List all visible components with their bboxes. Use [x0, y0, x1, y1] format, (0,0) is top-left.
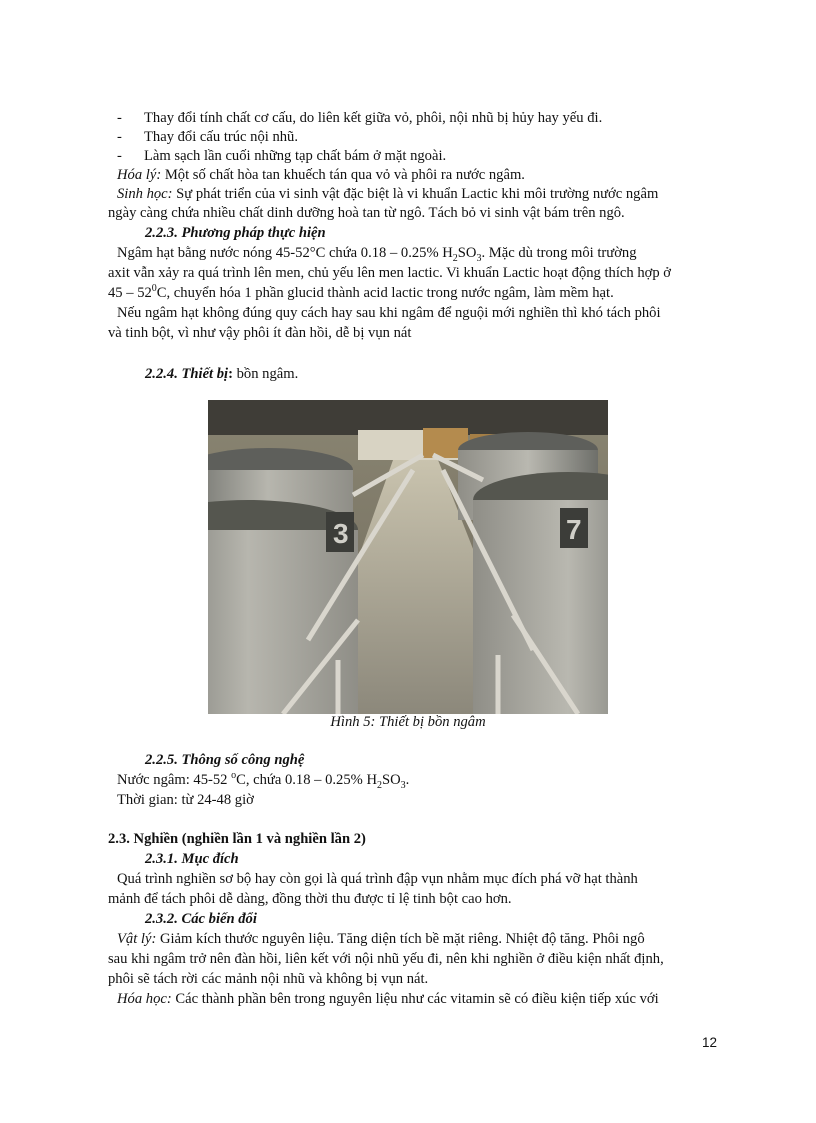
hoa-ly-paragraph	[117, 166, 525, 184]
subscript: 2	[376, 779, 382, 791]
bullet-item: Làm sạch lần cuối những tạp chất bám ở mặt ngoài.	[144, 148, 447, 164]
subscript: 3	[476, 252, 482, 264]
text-run: C, chuyển hóa 1 phần glucid thành acid lactic trong nước ngâm, làm mềm hạt.	[156, 285, 614, 301]
paragraph-line: Quá trình nghiền sơ bộ hay còn gọi là quá trình đập vụn nhằm mục đích phá vỡ hạt thành	[117, 871, 638, 887]
paragraph-line	[108, 284, 614, 302]
soaking-tank-photo	[208, 400, 608, 714]
superscript: 0	[151, 283, 157, 295]
bullet-marker: -	[117, 129, 122, 145]
text-run: SO	[381, 772, 401, 788]
sinh-hoc-paragraph	[117, 185, 658, 203]
text-run: SO	[457, 245, 477, 261]
heading-text: 2.2.4. Thiết bị	[145, 366, 229, 382]
paragraph-line: sau khi ngâm trở nên đàn hồi, liên kết với nội nhũ yếu đi, nên khi nghiền ở điều kiện nhất định,	[108, 951, 664, 967]
text-run: Giảm kích thước nguyên liệu. Tăng diện tích bề mặt riêng. Nhiệt độ tăng. Phôi ngô	[156, 931, 645, 947]
hoa-ly-text: Một số chất hòa tan khuếch tán qua vỏ và phôi ra nước ngâm.	[161, 167, 525, 183]
superscript: o	[231, 770, 237, 782]
paragraph-line: phôi sẽ tách rời các mảnh nội nhũ và không bị vụn nát.	[108, 971, 429, 987]
sinh-hoc-text-cont: ngày càng chứa nhiều chất dinh dưỡng hoà tan từ ngô. Tách bỏ vi sinh vật bám trên ngô.	[108, 205, 625, 221]
heading-2-2-5: 2.2.5. Thông số công nghệ	[145, 752, 305, 768]
text-run: C, chứa 0.18 – 0.25% H	[236, 772, 377, 788]
bullet-marker: -	[117, 110, 122, 126]
tank-number-label: 3	[333, 518, 349, 549]
heading-colon: :	[228, 366, 233, 382]
heading-2-2-3: 2.2.3. Phương pháp thực hiện	[145, 225, 326, 241]
paragraph-line: axit vẫn xảy ra quá trình lên men, chủ yếu lên men lactic. Vi khuẩn Lactic hoạt động thích hợp ở	[108, 265, 672, 281]
hoa-hoc-paragraph	[117, 990, 659, 1008]
heading-2-3-2: 2.3.2. Các biến đổi	[145, 911, 257, 927]
sinh-hoc-text: Sự phát triển của vi sinh vật đặc biệt là vi khuẩn Lactic khi môi trường nước ngâm	[172, 186, 659, 202]
subscript: 3	[400, 779, 406, 791]
paragraph-line: Nếu ngâm hạt không đúng quy cách hay sau khi ngâm để nguội mới nghiền thì khó tách phôi	[117, 305, 661, 321]
page-number: 12	[702, 1035, 718, 1050]
soaking-tank-illustration	[208, 400, 608, 714]
tank-number-label: 7	[566, 514, 582, 545]
bullet-item: Thay đổi cấu trúc nội nhũ.	[144, 129, 299, 145]
sinh-hoc-label: Sinh học:	[117, 186, 173, 202]
heading-2-3-1: 2.3.1. Mục đích	[145, 851, 239, 867]
subscript: 2	[452, 252, 458, 264]
heading-2-3: 2.3. Nghiền (nghiền lần 1 và nghiền lần 2)	[108, 831, 366, 847]
heading-trailing-text: bồn ngâm.	[232, 366, 299, 382]
paragraph-line: Thời gian: từ 24-48 giờ	[117, 792, 254, 808]
vat-ly-paragraph	[117, 930, 645, 948]
text-run: Các thành phần bên trong nguyên liệu như các vitamin sẽ có điều kiện tiếp xúc với	[171, 991, 659, 1007]
bullet-marker: -	[117, 148, 122, 164]
paragraph-line: và tinh bột, vì như vậy phôi ít đàn hồi, dễ bị vụn nát	[108, 325, 412, 341]
vat-ly-label: Vật lý:	[117, 931, 157, 947]
figure-caption: Hình 5: Thiết bị bồn ngâm	[330, 714, 486, 730]
text-run: Ngâm hạt bằng nước nóng 45-52°C chứa 0.18 – 0.25% H	[117, 245, 453, 261]
bullet-item: Thay đổi tính chất cơ cấu, do liên kết giữa vỏ, phôi, nội nhũ bị hủy hay yếu đi.	[144, 110, 603, 126]
hoa-hoc-label: Hóa học:	[117, 991, 172, 1007]
text-run: 45 – 52	[108, 285, 152, 301]
text-run: Nước ngâm: 45-52	[117, 772, 232, 788]
paragraph-line: mảnh để tách phôi dễ dàng, đồng thời thu được tỉ lệ tinh bột cao hơn.	[108, 891, 512, 907]
hoa-ly-label: Hóa lý:	[117, 167, 162, 183]
paragraph-line	[117, 244, 637, 262]
text-run: . Mặc dù trong môi trường	[481, 245, 637, 261]
heading-2-2-4	[145, 365, 298, 383]
text-run: .	[405, 772, 410, 788]
paragraph-line	[117, 771, 409, 789]
